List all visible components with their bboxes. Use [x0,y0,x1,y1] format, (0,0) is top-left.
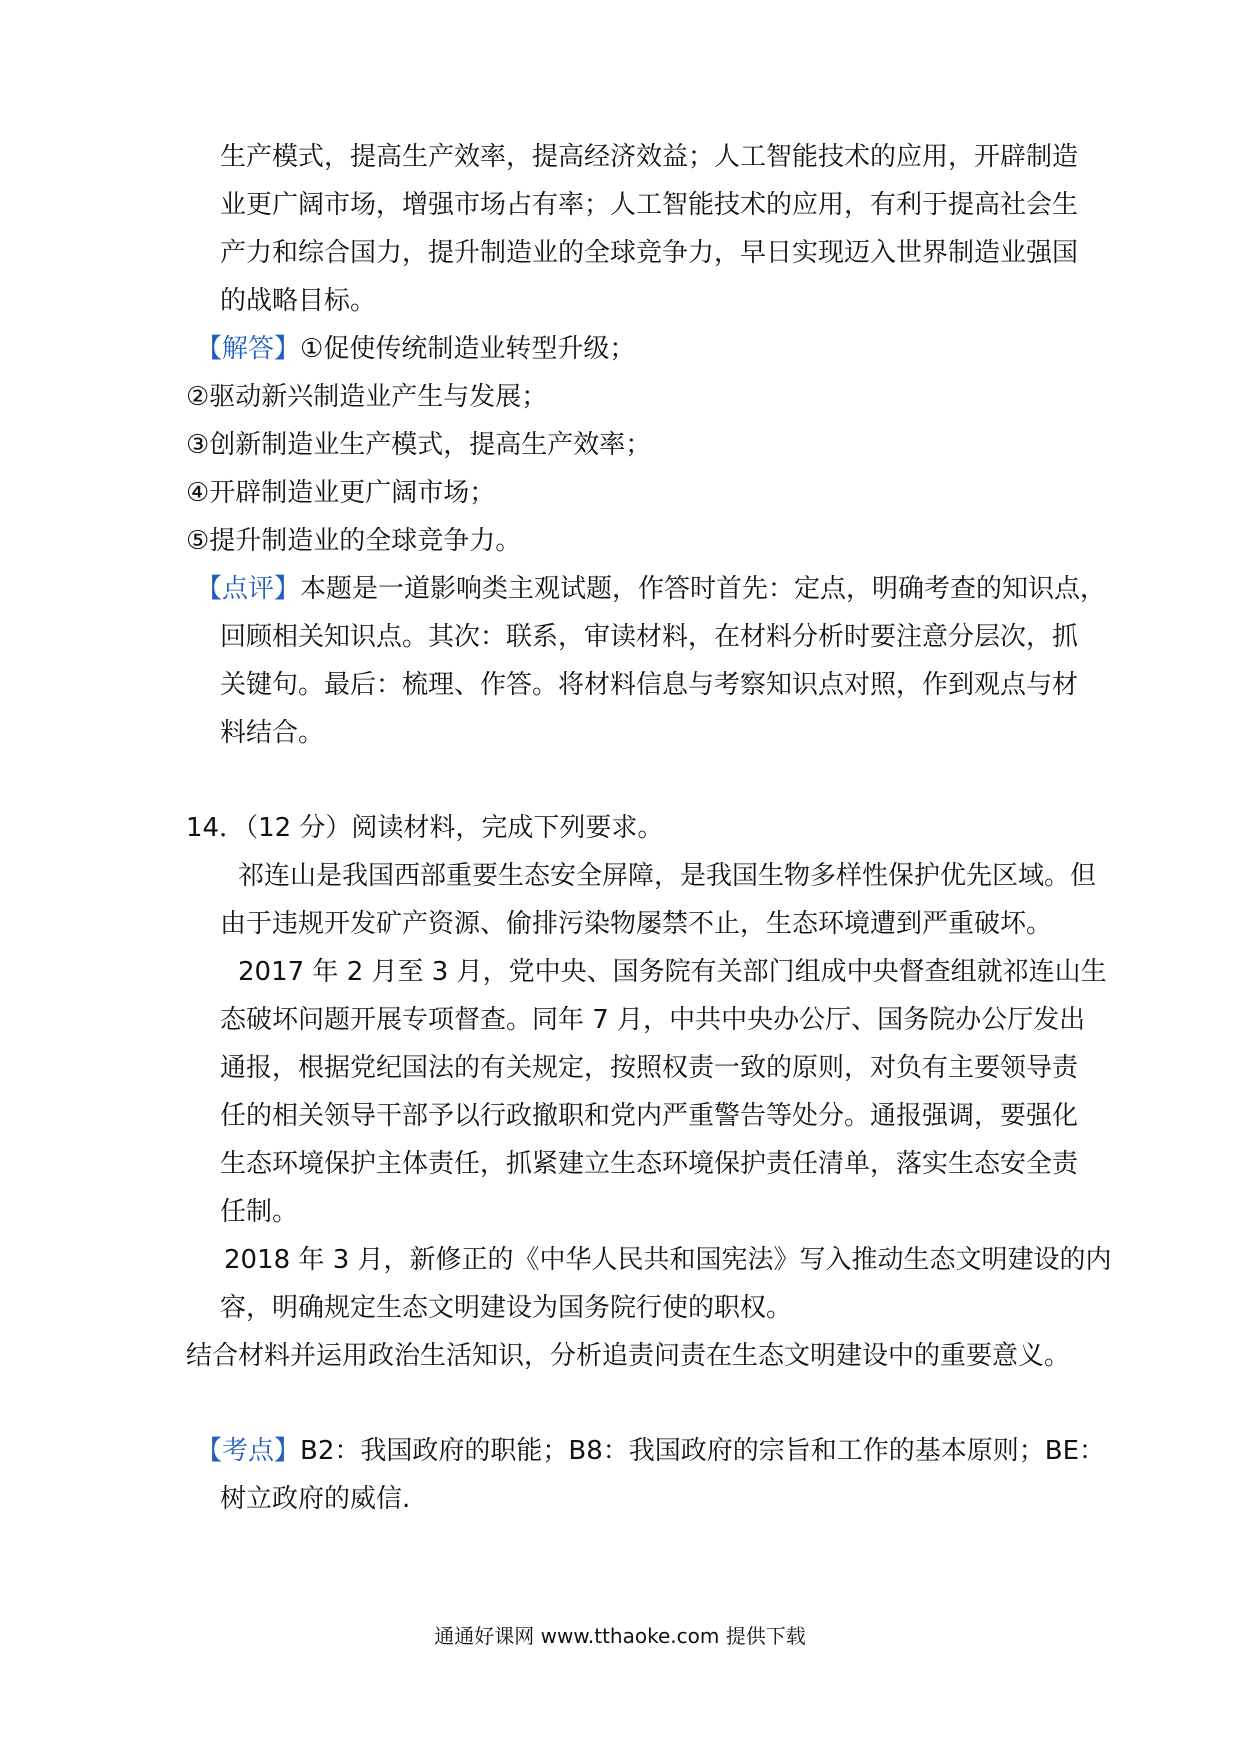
kaodian-tag: 【考点】 [196,1436,301,1466]
comment-text: 本题是一道影响类主观试题，作答时首先：定点，明确考查的知识点， [300,574,1107,604]
material-line: 态破坏问题开展专项督查。同年 7 月，中共中央办公厅、国务院办公厅发出 [220,1005,1086,1035]
kaodian-text: B2：我国政府的职能；B8：我国政府的宗旨和工作的基本原则；BE： [300,1436,1106,1466]
kaodian-first-line [196,1436,1105,1466]
answer-item: ④开辟制造业更广阔市场； [186,478,496,508]
text-line: 生产模式，提高生产效率，提高经济效益；人工智能技术的应用，开辟制造 [220,142,1079,172]
comment-text: 料结合。 [220,718,325,748]
question-task: 结合材料并运用政治生活知识，分析追责问责在生态文明建设中的重要意义。 [186,1341,1071,1371]
comment-tag: 【点评】 [196,574,301,604]
material-line: 2017 年 2 月至 3 月，党中央、国务院有关部门组成中央督查组就祁连山生 [238,957,1107,987]
material-line: 2018 年 3 月，新修正的《中华人民共和国宪法》写入推动生态文明建设的内 [224,1245,1112,1275]
material-line: 任制。 [220,1197,299,1227]
text-line: 业更广阔市场，增强市场占有率；人工智能技术的应用，有利于提高社会生 [220,190,1079,220]
answer-item: ⑤提升制造业的全球竞争力。 [186,526,522,556]
material-line: 任的相关领导干部予以行政撤职和党内严重警告等处分。通报强调，要强化 [220,1101,1079,1131]
answer-tag: 【解答】 [196,334,301,364]
material-line: 由于违规开发矿产资源、偷排污染物屡禁不止，生态环境遭到严重破坏。 [220,909,1053,939]
material-line: 祁连山是我国西部重要生态安全屏障，是我国生物多样性保护优先区域。但 [238,861,1097,891]
material-line: 容，明确规定生态文明建设为国务院行使的职权。 [220,1293,793,1323]
answer-first-line [196,334,635,364]
footer-watermark: 通通好课网 www.tthaoke.com 提供下载 [434,1624,806,1648]
kaodian-text: 树立政府的威信. [220,1484,411,1514]
answer-item: ①促使传统制造业转型升级； [300,334,636,364]
comment-first-line [196,574,1106,604]
material-line: 通报，根据党纪国法的有关规定，按照权责一致的原则，对负有主要领导责 [220,1053,1079,1083]
text-line: 的战略目标。 [220,286,377,316]
comment-text: 回顾相关知识点。其次：联系，审读材料，在材料分析时要注意分层次，抓 [220,622,1079,652]
material-line: 生态环境保护主体责任，抓紧建立生态环境保护责任清单，落实生态安全责 [220,1149,1079,1179]
comment-text: 关键句。最后：梳理、作答。将材料信息与考察知识点对照，作到观点与材 [220,670,1079,700]
answer-item: ②驱动新兴制造业产生与发展； [186,382,548,412]
text-line: 产力和综合国力，提升制造业的全球竞争力，早日实现迈入世界制造业强国 [220,238,1079,268]
answer-item: ③创新制造业生产模式，提高生产效率； [186,430,652,460]
question-header: 14．（12 分）阅读材料，完成下列要求。 [186,813,664,843]
